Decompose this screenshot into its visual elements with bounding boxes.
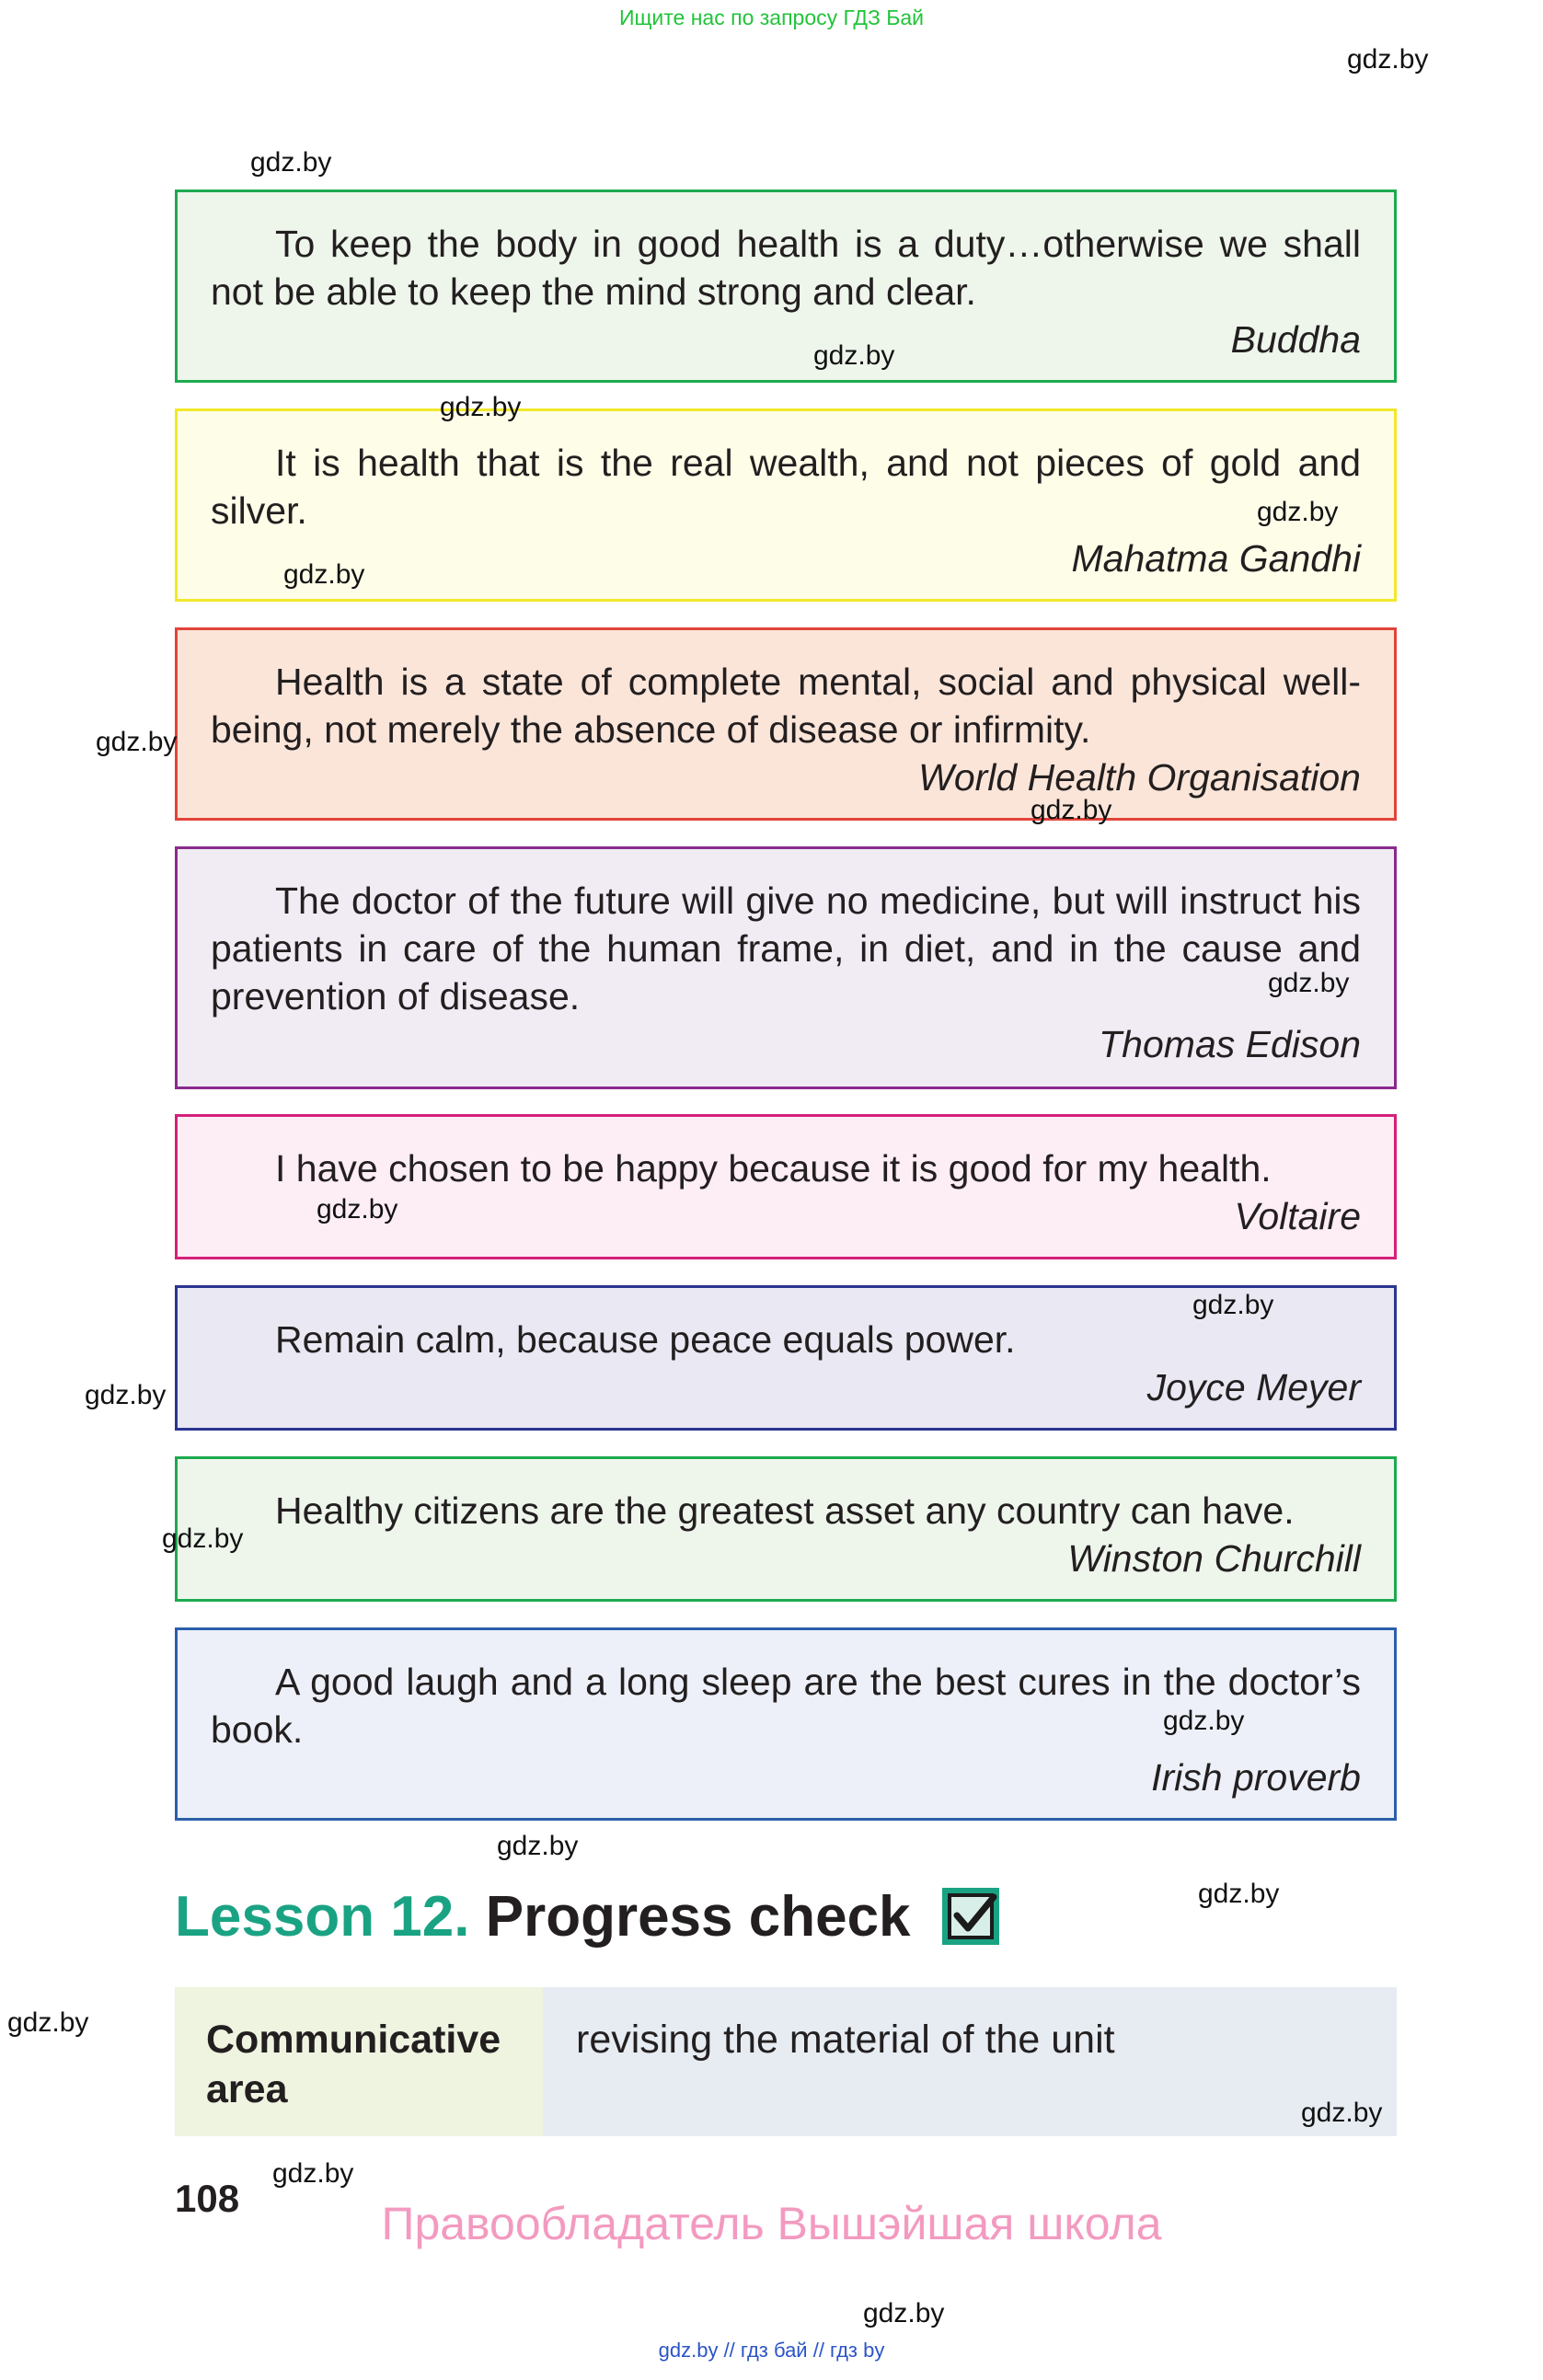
watermark: gdz.by (440, 392, 522, 422)
checkbox-icon (942, 1888, 999, 1945)
quote-text: To keep the body in good health is a duty…otherwise we shall not be able to keep the mind strong and clear. (211, 223, 1361, 313)
watermark: gdz.by (272, 2158, 354, 2189)
watermark: gdz.by (283, 559, 365, 590)
lesson-heading (175, 1884, 911, 1949)
quote-author: Mahatma Gandhi (1071, 537, 1361, 580)
watermark: gdz.by (1163, 1706, 1245, 1736)
quote-box-who (175, 627, 1397, 821)
quote-box-edison (175, 846, 1397, 1089)
watermark: gdz.by (162, 1523, 244, 1554)
search-banner: Ищите нас по запросу ГДЗ Бай (618, 6, 925, 29)
watermark: gdz.by (1268, 968, 1350, 998)
watermark: gdz.by (863, 2298, 945, 2328)
watermark: gdz.by (1301, 2098, 1383, 2128)
watermark: gdz.by (1198, 1879, 1280, 1909)
lesson-number: Lesson 12. (175, 1885, 470, 1949)
watermark: gdz.by (96, 727, 178, 757)
page-number: 108 (175, 2177, 240, 2220)
quote-box-churchill (175, 1456, 1397, 1602)
watermark: gdz.by (85, 1380, 167, 1410)
quote-author: Thomas Edison (1099, 1023, 1361, 1065)
watermark: gdz.by (1347, 44, 1429, 75)
footer-links[interactable]: gdz.by // гдз бай // гдз by (658, 2339, 885, 2362)
quote-text: Remain calm, because peace equals power. (275, 1318, 1016, 1361)
communicative-area-label: Communicative area (175, 1987, 543, 2136)
quote-author: Buddha (1230, 318, 1361, 361)
watermark: gdz.by (250, 147, 332, 178)
quote-author: Voltaire (1234, 1195, 1361, 1237)
quote-text: Health is a state of complete mental, social and physical well-being, not merely the absence of disease or infirmity. (211, 661, 1361, 751)
quote-text: A good laugh and a long sleep are the best cures in the doctor’s book. (211, 1661, 1361, 1751)
lesson-title: Progress check (485, 1885, 911, 1949)
communicative-area-value: revising the material of the unit (543, 1987, 1397, 2136)
quote-author: Joyce Meyer (1146, 1366, 1361, 1408)
quote-author: Winston Churchill (1067, 1537, 1361, 1580)
quote-text: Healthy citizens are the greatest asset any country can have. (275, 1489, 1295, 1532)
quote-box-voltaire (175, 1114, 1397, 1259)
watermark: gdz.by (497, 1831, 579, 1861)
watermark: gdz.by (1031, 795, 1112, 825)
quote-author: World Health Organisation (918, 756, 1361, 799)
quote-text: It is health that is the real wealth, and not pieces of gold and silver. (211, 442, 1361, 532)
watermark: gdz.by (1192, 1290, 1274, 1320)
quote-text: The doctor of the future will give no medicine, but will instruct his patients in care of the human frame, in diet, and in the cause and prevention of disease. (211, 880, 1361, 1018)
quote-text: I have chosen to be happy because it is good for my health. (275, 1147, 1272, 1190)
quote-box-buddha (175, 190, 1397, 383)
watermark: gdz.by (7, 2007, 89, 2038)
quote-author: Irish proverb (1151, 1756, 1361, 1799)
copyright-notice: Правообладатель Вышэйшая школа (381, 2198, 1162, 2249)
watermark: gdz.by (317, 1194, 398, 1224)
watermark: gdz.by (813, 340, 895, 371)
watermark: gdz.by (1257, 497, 1339, 527)
